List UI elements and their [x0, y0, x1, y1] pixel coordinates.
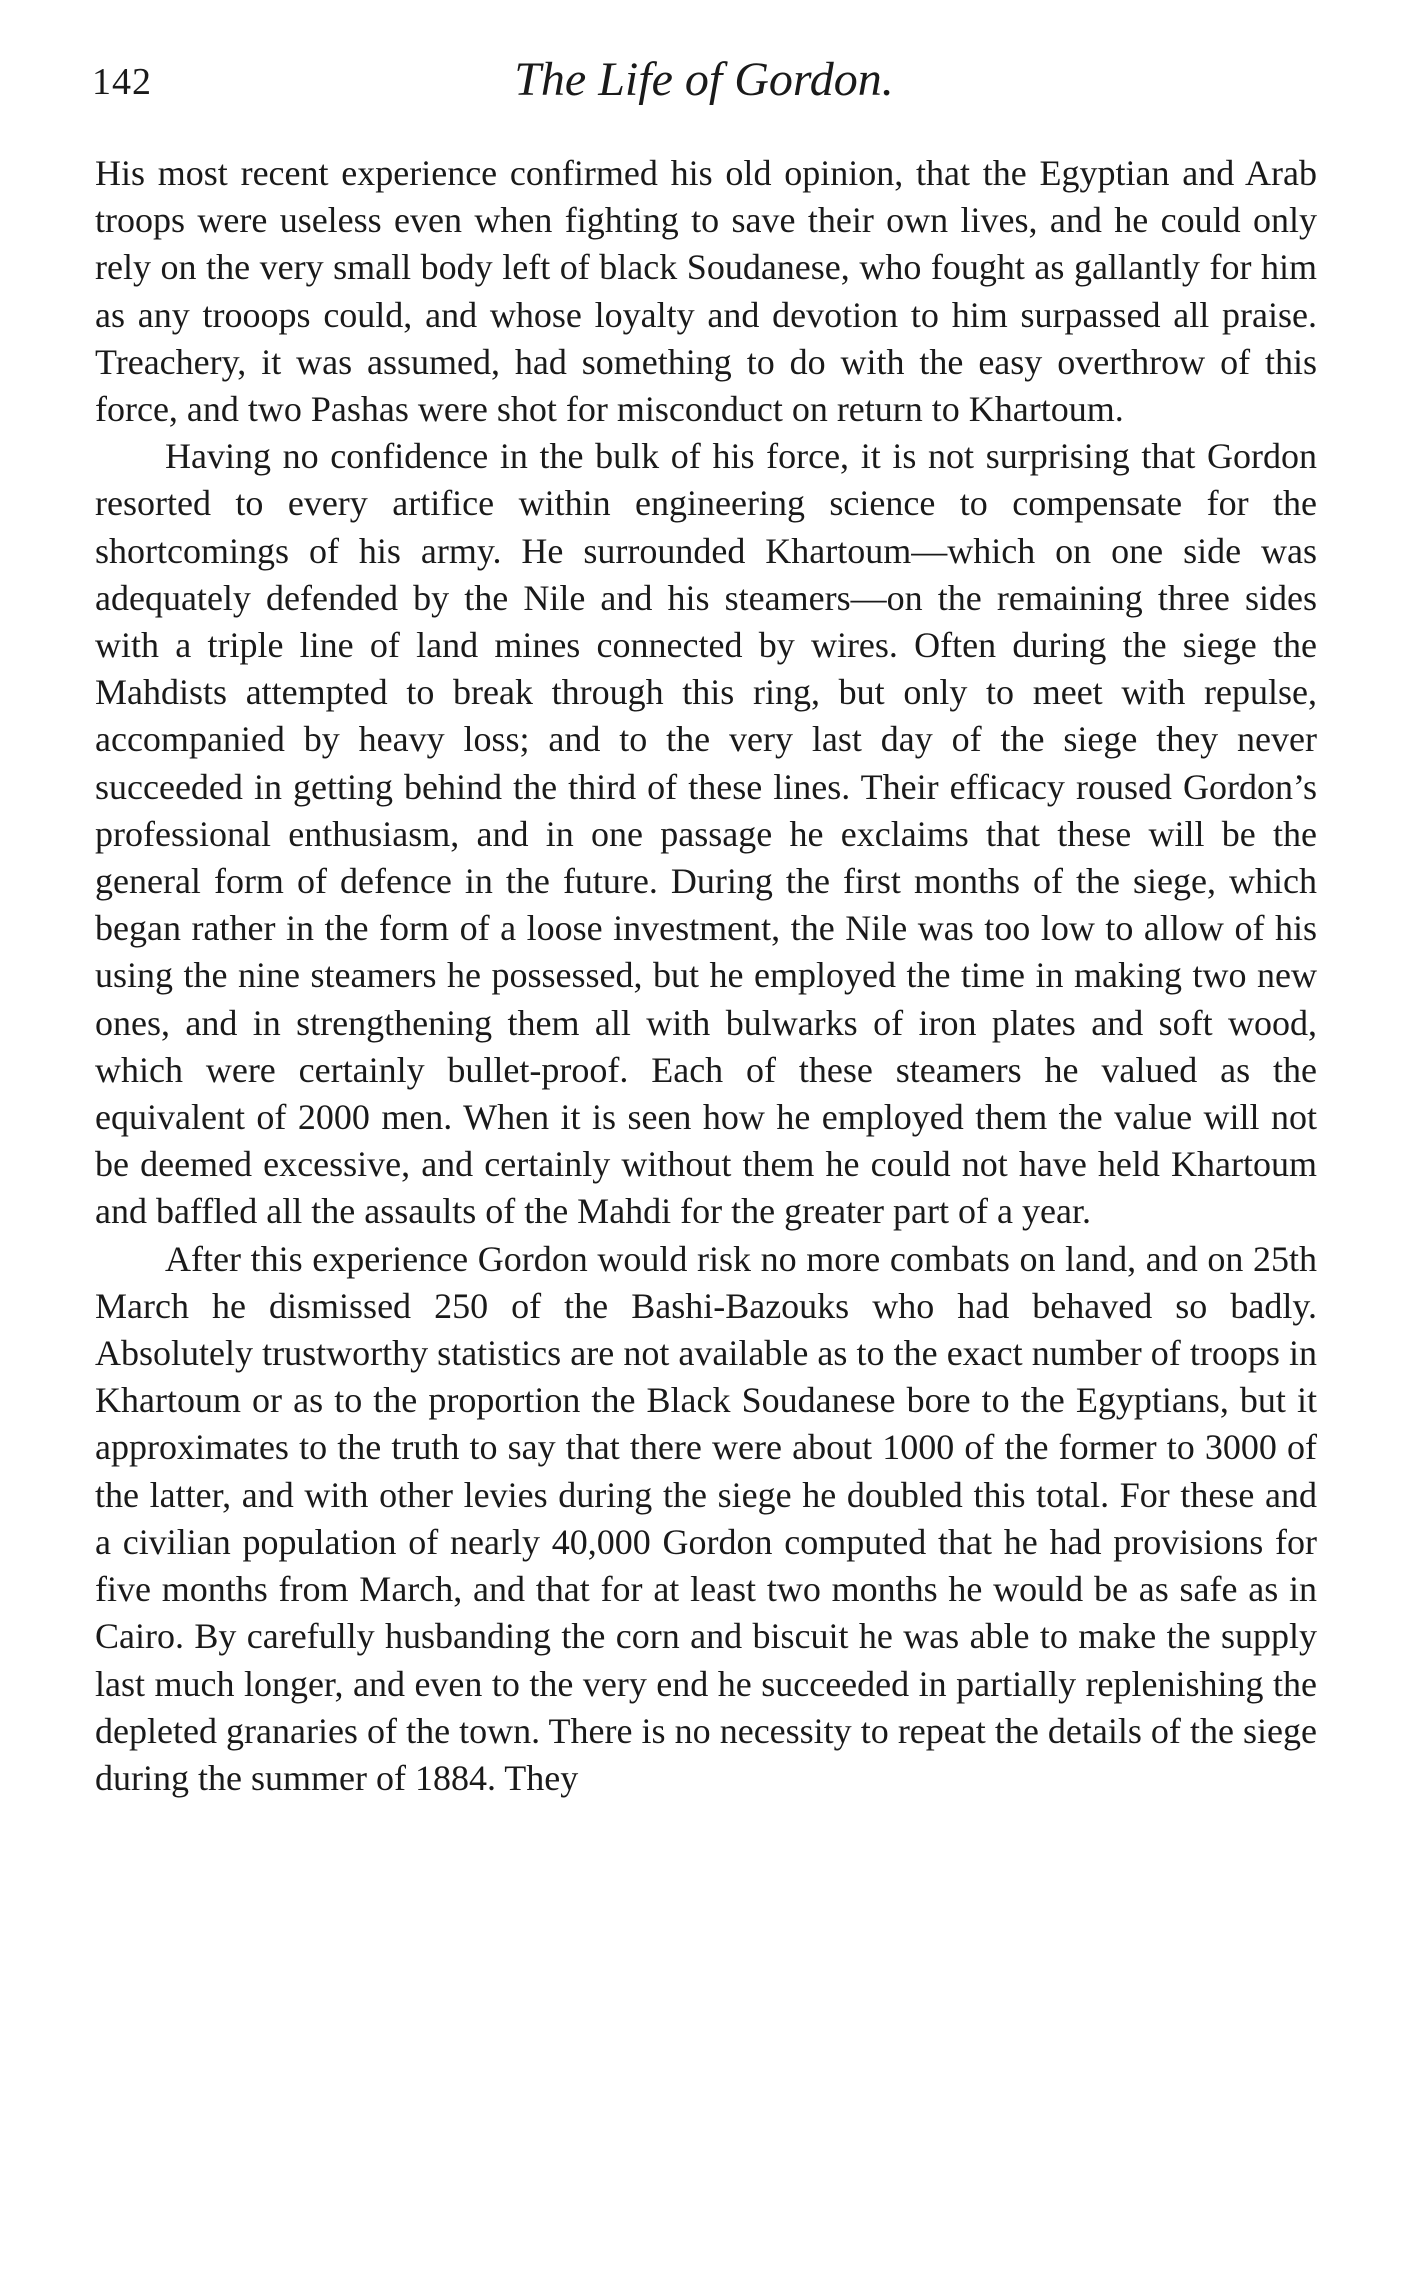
paragraph-1: His most recent experience confirmed his old opinion, that the Egyptian and Arab troops were useless even when fighting to save their own lives, and he could only rely on the very small body left of black Soudanese, who fought as gallantly for him as any trooops could, and whose loyalty and devotion to him surpassed all praise. Treachery, it was assumed, had something to do with the easy overthrow of this force, and two Pashas were shot for misconduct on return to Khartoum.: [95, 153, 1317, 430]
running-title: The Life of Gordon.: [514, 53, 894, 106]
page-number: 142: [92, 61, 152, 103]
paragraph-2: Having no confidence in the bulk of his force, it is not surprising that Gordon resorted to every artifice within engineering science to compensate for the shortcomings of his army. He surrounded Khartoum—which on one side was adequately defended by the Nile and his steamers—on the remaining three sides with a triple line of land mines connected by wires. Often during the siege the Mahdists attempted to break through this ring, but only to meet with repulse, accompanied by heavy loss; and to the very last day of the siege they never succeeded in getting behind the third of these lines. Their efficacy roused Gordon’s professional enthusiasm, and in one passage he exclaims that these will be the general form of defence in the future. During the first months of the siege, which began rather in the form of a loose investment, the Nile was too low to allow of his using the nine steamers he possessed, but he employed the time in making two new ones, and in strengthening them all with bulwarks of iron plates and soft wood, which were certainly bullet-proof. Each of these steamers he valued as the equivalent of 2000 men. When it is seen how he employed them the value will not be deemed excessive, and certainly without them he could not have held Khartoum and baffled all the assaults of the Mahdi for the greater part of a year.: [95, 436, 1317, 1232]
body-text: [95, 150, 1317, 1802]
paragraph-3: After this experience Gordon would risk no more combats on land, and on 25th March he dismissed 250 of the Bashi-Bazouks who had behaved so badly. Absolutely trustworthy statistics are not available as to the exact number of troops in Khartoum or as to the proportion the Black Soudanese bore to the Egyptians, but it approximates to the truth to say that there were about 1000 of the former to 3000 of the latter, and with other levies during the siege he doubled this total. For these and a civilian population of nearly 40,000 Gordon computed that he had provisions for five months from March, and that for at least two months he would be as safe as in Cairo. By carefully husbanding the corn and biscuit he was able to make the supply last much longer, and even to the very end he succeeded in partially replenishing the depleted granaries of the town. There is no necessity to repeat the details of the siege during the summer of 1884. They: [95, 1238, 1317, 1798]
running-head: [92, 52, 1316, 122]
